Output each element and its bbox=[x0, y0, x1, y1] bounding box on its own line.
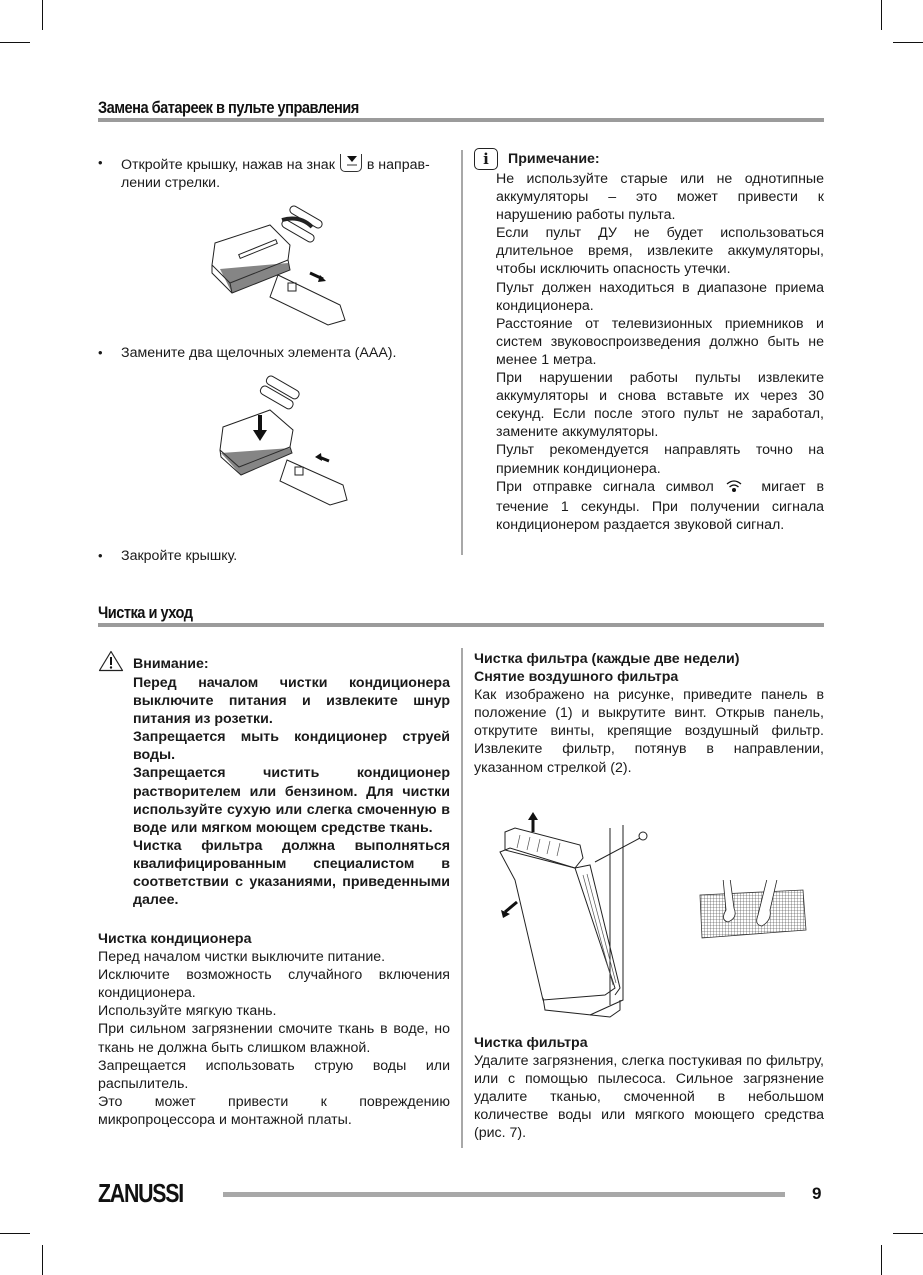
open-button-icon bbox=[340, 154, 362, 172]
note-paragraph: Пульт рекомендуется направлять точно на приемник кондиционера. bbox=[496, 442, 824, 477]
unit-cleaning-paragraph: При сильном загрязнении смочите ткань в воде, но ткань не должна быть слишком влажной. bbox=[98, 1021, 450, 1056]
warning-heading: Внимание: bbox=[133, 655, 209, 672]
crop-mark bbox=[893, 42, 923, 43]
crop-mark bbox=[881, 1245, 882, 1275]
unit-cleaning-paragraph: Это может привести к повреждению микропроцессора и монтажной платы. bbox=[98, 1093, 450, 1128]
bullet-dot: • bbox=[98, 345, 103, 360]
page-number: 9 bbox=[812, 1184, 822, 1203]
brand-logo: ZANUSSI bbox=[98, 1178, 183, 1208]
filter-cleaning-text: Удалите загрязнения, слегка постукивая по фильтру, или с помощью пылесоса. Сильное загрязнение удалите тканью, смоченной в небольшом количестве воды или мягкого моющего средства (рис. 7). bbox=[474, 1053, 824, 1142]
section-title-cleaning: Чистка и уход bbox=[98, 603, 193, 622]
filter-removal-text: Как изображено на рисунке, приведите панель в положение (1) и выкрутите винт. Открыв панель, открутите винты, крепящие воздушный фильтр. Извлеките фильтр, потянув в направлении, указанном стрелкой (2). bbox=[474, 687, 824, 776]
crop-mark bbox=[42, 1245, 43, 1275]
filter-removal-subheading: Снятие воздушного фильтра bbox=[474, 669, 679, 686]
note-heading: Примечание: bbox=[508, 150, 600, 167]
figure-open-remote bbox=[200, 205, 375, 335]
crop-mark bbox=[0, 1233, 30, 1234]
warning-icon bbox=[98, 650, 133, 677]
warning-paragraph: Запрещается мыть кондиционер струей воды. bbox=[133, 729, 450, 764]
note-paragraph: Если пульт ДУ не будет использоваться длительное время, извлеките аккумуляторы, чтобы исключить опасность утечки. bbox=[496, 225, 824, 278]
section-rule bbox=[98, 118, 824, 122]
figure-insert-batteries bbox=[215, 375, 365, 520]
footer-rule bbox=[223, 1192, 785, 1197]
step-text: в направ- bbox=[366, 157, 430, 173]
unit-cleaning-paragraph: Используйте мягкую ткань. bbox=[98, 1003, 277, 1020]
filter-removal-heading: Чистка фильтра (каждые две недели) bbox=[474, 651, 740, 667]
warning-box bbox=[98, 654, 450, 909]
figure-filter-cleaning bbox=[698, 880, 808, 945]
note-paragraph: При нарушении работы пульты извлеките аккумуляторы и снова вставьте их через 30 секунд. Если после этого пульт не заработал, замените аккумуляторы. bbox=[496, 370, 824, 441]
bullet-dot: • bbox=[98, 548, 103, 563]
figure-filter-removal bbox=[495, 810, 655, 1025]
unit-cleaning-paragraph: Запрещается использовать струю воды или распылитель. bbox=[98, 1057, 450, 1092]
warning-paragraph: Чистка фильтра должна выполняться квалифицированным специалистом в соответствии с указаниями, приведенными далее. bbox=[133, 837, 450, 909]
note-paragraph: Не используйте старые или не однотипные аккумуляторы – это может привести к нарушению работы пульта. bbox=[496, 171, 824, 224]
note-paragraph-signal: При отправке сигнала символ мигает в течение 1 секунды. При получении сигнала кондиционером раздается звуковой сигнал. bbox=[496, 478, 824, 533]
warning-paragraph: Запрещается чистить кондиционер растворителем или бензином. Для чистки используйте сухую или слегка смоченную в воде или мягком моющем средстве ткань. bbox=[133, 765, 450, 836]
filter-removal-block bbox=[474, 650, 824, 777]
step-text: Откройте крышку, нажав на знак bbox=[121, 157, 335, 173]
warning-paragraph: Перед началом чистки кондиционера выключите питания и извлеките шнур питания из розетки. bbox=[133, 675, 450, 728]
crop-mark bbox=[42, 0, 43, 30]
crop-mark bbox=[881, 0, 882, 30]
bullet-dot: • bbox=[98, 155, 103, 170]
filter-cleaning-block bbox=[474, 1034, 824, 1143]
unit-cleaning-paragraph: Исключите возможность случайного включения кондиционера. bbox=[98, 967, 450, 1002]
step-text: лении стрелки. bbox=[121, 175, 221, 192]
crop-mark bbox=[0, 42, 30, 43]
note-paragraph: Расстояние от телевизионных приемников и систем звуковоспроизведения должно быть не менее 1 метра. bbox=[496, 315, 824, 368]
info-icon: i bbox=[474, 148, 498, 170]
section-rule bbox=[98, 623, 824, 627]
section-title-battery: Замена батареек в пульте управления bbox=[98, 98, 359, 117]
note-box bbox=[474, 148, 824, 534]
column-divider bbox=[461, 150, 463, 555]
signal-icon bbox=[725, 479, 751, 498]
unit-cleaning-heading: Чистка кондиционера bbox=[98, 931, 252, 947]
unit-cleaning-block bbox=[98, 930, 450, 1129]
step-open-cover bbox=[98, 154, 450, 192]
filter-cleaning-heading: Чистка фильтра bbox=[474, 1035, 588, 1051]
step-close-cover: • Закройте крышку. bbox=[98, 548, 238, 564]
crop-mark bbox=[893, 1233, 923, 1234]
unit-cleaning-paragraph: Перед началом чистки выключите питание. bbox=[98, 949, 386, 966]
step-replace-batteries: • Замените два щелочных элемента (AAA). bbox=[98, 345, 397, 361]
column-divider bbox=[461, 648, 463, 1148]
note-paragraph: Пульт должен находиться в диапазоне приема кондиционера. bbox=[496, 279, 824, 314]
